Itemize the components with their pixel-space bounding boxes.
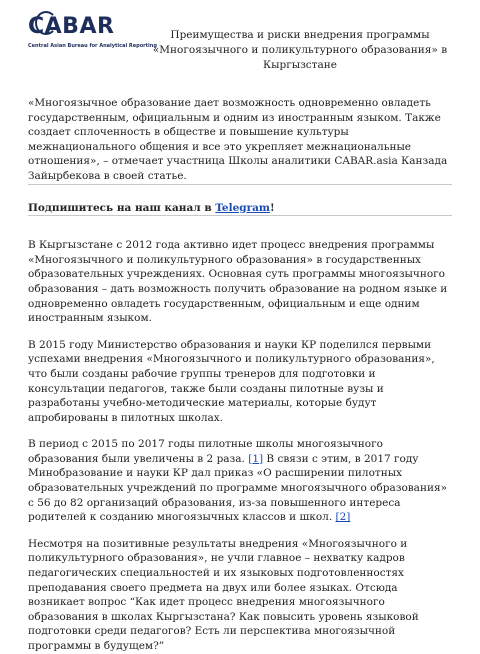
divider	[28, 184, 452, 185]
subscribe-line	[28, 201, 452, 216]
article-content	[28, 96, 452, 654]
paragraph-2: В 2015 году Министерство образования и науки КР поделился первыми успехами внедрения «Многоязычного и поликультурного образования», что были созданы рабочие группы тренеров для подготовки и консультации педагогов, также были созданы пилотные вузы и разработаны учебно-методические материалы, которые будут апробированы в пилотных школах.	[28, 338, 435, 424]
paragraph-3-text-a: В период с 2015 по 2017 годы пилотные школы многоязычного образования были увеличены в 2 раза.	[28, 438, 383, 465]
paragraph-4: Несмотря на позитивные результаты внедрения «Многоязычного и поликультурного образования», не учли главное – нехватку кадров педагогических специальностей и их языковых подготовленностях преподавания своего предмета на двух или более языках. Отсюда возникает вопрос “Как идет процесс внедрения многоязычного образования в школах Кыргызстана? Как повысить уровень языковой подготовки среди педагогов? Есть ли перспектива многоязычной программы в будущем?”	[28, 537, 419, 652]
page-title: Преимущества и риски внедрения программы «Многоязычного и поликультурного образования» в Кыргызстане	[152, 29, 448, 71]
paragraph-3	[28, 437, 452, 525]
logo-subtitle: Central Asian Bureau for Analytical Reporting	[28, 43, 157, 49]
logo-text: CABAR	[28, 14, 115, 39]
divider	[28, 215, 452, 216]
telegram-link[interactable]: Telegram	[215, 201, 271, 214]
footnote-link-2[interactable]: [2]	[335, 511, 351, 524]
paragraph-1: В Кыргызстане с 2012 года активно идет процесс внедрения программы «Многоязычного и поликультурного образования» в государственных образовательных учреждениях. Основная суть программы многоязычного образования – дать возможность получить образование на родном языке и одновременно овладеть государственным, официальным и еще одним иностранным языком.	[28, 239, 448, 325]
cabar-logo[interactable]	[28, 14, 157, 56]
subscribe-suffix: !	[270, 201, 275, 214]
paragraph-3-text-b: В связи с этим, в 2017 году Минобразование и науки КР дал приказ «О расширении пилотных образовательных учреждений по программе многоязычного образования» с 56 до 82 организаций образования, из-за повышенного интереса родителей к созданию многоязычных классов и школ.	[28, 452, 447, 524]
intro-quote: «Многоязычное образование дает возможность одновременно овладеть государственным, официальным и одним из иностранным языком. Также создает сплоченность в обществе и повышение культуры межнационального общения и все это укрепляет межнациональные отношения», – отмечает участница Школы аналитики CABAR.asia Канзада Зайырбекова в своей статье.	[28, 97, 448, 182]
page-header	[0, 0, 480, 80]
subscribe-text: Подпишитесь на наш канал в	[28, 201, 216, 214]
footnote-link-1[interactable]: [1]	[248, 452, 264, 465]
